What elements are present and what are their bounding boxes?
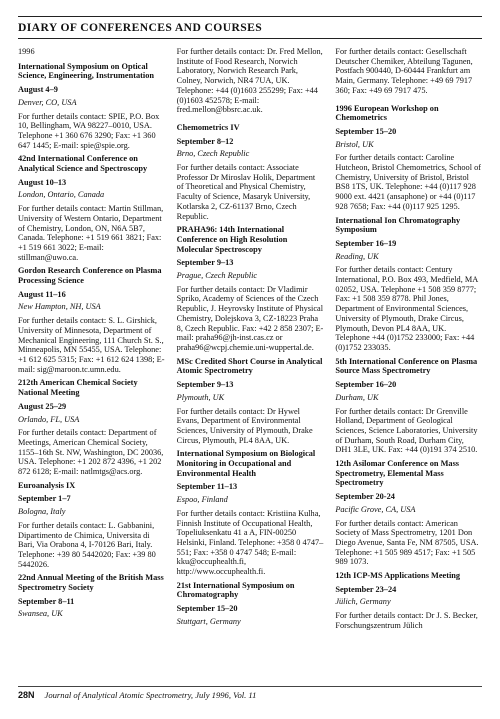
conference-contact: For further details contact: American Society of Mass Spectrometry, 1201 Don Diego Avenue, Santa Fe, NM 87505, USA. Telephone: +1 505 989 4517; Fax: +1 505 989 1073.: [335, 518, 479, 567]
page-footer: [18, 690, 482, 700]
conference-entry: [18, 62, 165, 151]
conference-date: September 20-24: [335, 492, 395, 502]
conference-contact: For further details contact: Department of Meetings, American Chemical Society, 1155–16th St. NW, Washington, DC 20036, USA. Telephone: +1 202 872 4396, +1 202 872 6128; E-mail: natlmtgs@acs.org.: [18, 428, 164, 477]
conference-title: Gordon Research Conference on Plasma Processing Science: [18, 266, 162, 286]
conference-location: Brno, Czech Republic: [176, 149, 250, 159]
conference-title: 212th American Chemical Society National Meeting: [18, 378, 138, 398]
conference-title: MSc Credited Short Course in Analytical Atomic Spectrometry: [176, 356, 323, 376]
diary-columns: [18, 47, 482, 675]
event-list: [177, 123, 324, 627]
page-number: 28N: [18, 690, 35, 700]
conference-entry: [177, 357, 324, 446]
column-1: [18, 47, 165, 675]
journal-citation: Journal of Analytical Atomic Spectrometry, July 1996, Vol. 11: [44, 690, 257, 700]
conference-location: Plymouth, UK: [176, 392, 225, 402]
footer-rule: [18, 686, 482, 687]
conference-date: September 9–13: [176, 380, 234, 390]
continued-contact: For further details contact: Gesellschaft Deutscher Chemiker, Abteilung Tagunen, Postfach 900440, D-60444 Frankfurt am Main, Germany. Telephone: +49 69 7917 360; Fax: +49 69 7917 475.: [335, 47, 473, 95]
conference-entry: [18, 378, 165, 476]
continued-contact: For further details contact: Dr. Fred Mellon, Institute of Food Research, Norwich Laboratory, Norwich Research Park, Colney, Norwich, NR4 7UA, UK. Telephone: +44 (0)1603 255299; Fax: +44 (0)1603 452578; E-mail: fred.mellon@bbsrc.ac.uk.: [176, 47, 323, 115]
conference-date: September 15–20: [335, 126, 397, 136]
conference-date: September 16–20: [335, 380, 397, 390]
conference-title: International Ion Chromatography Symposium: [335, 215, 461, 235]
conference-location: Stuttgart, Germany: [176, 616, 241, 626]
conference-entry: [177, 123, 324, 221]
conference-contact: For further details contact: Dr J. S. Becker, Forschungszentrum Jülich: [335, 611, 478, 630]
conference-date: September 11–13: [176, 482, 238, 492]
header-rule-bottom: [18, 38, 482, 39]
conference-date: August 10–13: [18, 177, 67, 187]
conference-title: 12th ICP-MS Applications Meeting: [335, 571, 461, 581]
conference-title: Chemometrics IV: [176, 122, 240, 132]
conference-title: International Symposium on Optical Science, Engineering, Instrumentation: [18, 61, 154, 81]
conference-entry: [177, 581, 324, 627]
conference-entry: [177, 449, 324, 576]
header-rule-top: [18, 16, 482, 17]
page-title: DIARY OF CONFERENCES AND COURSES: [18, 21, 263, 34]
conference-location: Pacific Grove, CA, USA: [335, 504, 416, 514]
year-heading: 1996: [18, 47, 35, 56]
conference-location: Prague, Czech Republic: [176, 271, 258, 281]
event-list: [18, 62, 165, 619]
conference-date: September 1–7: [18, 494, 71, 504]
event-list: [335, 104, 482, 631]
conference-contact: For further details contact: Caroline Hutcheon, Bristol Chemometrics, School of Chemistry, University of Bristol, Bristol BS8 1TS, UK. Telephone: +44 (0)117 928 9000 ext. 4421 (ansaphone) or +44 (0)117 928 7658; Fax: +44 (0)117 925 1295.: [335, 153, 481, 211]
conference-title: 42nd International Conference on Analytical Science and Spectroscopy: [18, 154, 148, 174]
conference-entry: [335, 459, 482, 567]
conference-date: September 9–13: [176, 258, 234, 268]
conference-location: Durham, UK: [335, 392, 379, 402]
conference-entry: [18, 481, 165, 570]
conference-location: London, Ontario, Canada: [18, 190, 105, 200]
conference-title: 1996 European Workshop on Chemometrics: [335, 103, 439, 123]
conference-title: PRAHA96: 14th International Conference on High Resolution Molecular Spectroscopy: [176, 225, 288, 254]
conference-date: August 25–29: [18, 401, 67, 411]
conference-entry: [335, 571, 482, 631]
conference-contact: For further details contact: Martin Stillman, University of Western Ontario, Department of Chemistry, London, ON, N6A 5B7, Canada. Telephone: +1 519 661 3821; Fax: +1 519 661 3022; E-mail: stillman@uwo.ca.: [18, 204, 164, 262]
conference-contact: For further details contact: Dr Hywel Evans, Department of Environmental Sciences, University of Plymouth, Drake Circus, Plymouth, PL4 8AA, UK.: [176, 406, 313, 445]
conference-entry: [335, 104, 482, 212]
conference-entry: [18, 266, 165, 374]
conference-date: September 8–12: [176, 136, 234, 146]
conference-title: 5th International Conference on Plasma Source Mass Spectrometry: [335, 356, 478, 376]
conference-entry: [177, 225, 324, 352]
conference-location: Espoo, Finland: [176, 495, 228, 505]
conference-title: 12th Asilomar Conference on Mass Spectrometry, Elemental Mass Spectrometry: [335, 459, 460, 488]
conference-entry: [335, 357, 482, 455]
conference-location: Swansea, UK: [18, 609, 63, 619]
conference-contact: For further details contact: Dr Vladimir Spriko, Academy of Sciences of the Czech Republic, J. Heyrovsky Institute of Physical Chemistry, Dolejskova 3, CZ-18223 Praha 8, Czech Republic. Fax: +42 2 858 2307; E-mail: praha96@jh-inst.cas.cz or praha96@wcpj.chemie.uni-wuppertal.de.: [176, 284, 324, 352]
conference-contact: For further details contact: Associate Professor Dr Miroslav Holik, Department of Theoretical and Physical Chemistry, Faculty of Science, Masaryk University, Kotlarska 2, CZ-61137 Brno, Czech Republic.: [176, 163, 316, 221]
conference-contact: For further details contact: Century International, P.O. Box 493, Medfield, MA 02052, USA. Telephone +1 508 359 8777; Fax: +1 508 359 8778. Phil Jones, Department of Environmental Sciences, University of Plymouth, Drake Circus, Plymouth, Devon PL4 8AA, UK. Telephone +44 (0)1752 233000; Fax: +44 (0)1752 233035.: [335, 265, 478, 352]
conference-location: Jülich, Germany: [335, 597, 391, 607]
conference-location: Orlando, FL, USA: [18, 414, 80, 424]
conference-contact: For further details contact: Dr Grenville Holland, Department of Geological Sciences, Science Laboratories, University of Durham, South Road, Durham City, DH1 3LE, UK. Fax: +44 (0)191 374 2510.: [335, 406, 478, 455]
conference-entry: [335, 216, 482, 353]
conference-contact: For further details contact: L. Gabbanini, Dipartimento de Chimica, Universita di Bari, Via Orabona 4, I-70126 Bari, Italy. Telephone: +39 80 5442020; Fax: +39 80 5442026.: [18, 520, 156, 569]
conference-date: August 4–9: [18, 85, 58, 95]
conference-date: August 11–16: [18, 289, 66, 299]
conference-contact: For further details contact: Kristiina Kulha, Finnish Institute of Occupational Health, Topeliuksenkatu 41 a A, FIN-00250 Helsinki, Finland. Telephone: +358 0 4747–551; Fax: +358 0 4747 548; E-mail: kku@occuphealth.fi, http://www.occuphealth.fi.: [176, 508, 324, 577]
column-3: [335, 47, 482, 675]
conference-date: September 8–11: [18, 596, 75, 606]
conference-location: New Hampton, NH, USA: [18, 302, 101, 312]
conference-title: 22nd Annual Meeting of the British Mass Spectrometry Society: [18, 573, 164, 593]
conference-contact: For further details contact: S. L. Girshick, University of Minnesota, Department of Mechanical Engineering, 111 Church St. S., Minneapolis, MN 55455, USA. Telephone: +1 612 625 5315; Fax: +1 612 624 1398; E-mail: sig@maroon.tc.umn.edu.: [18, 316, 165, 374]
conference-entry: [18, 154, 165, 262]
conference-title: International Symposium on Biological Monitoring in Occupational and Environmental Health: [176, 449, 316, 478]
conference-entry: [18, 573, 165, 619]
conference-date: September 16–19: [335, 238, 397, 248]
conference-date: September 15–20: [176, 604, 238, 614]
column-2: [177, 47, 324, 675]
conference-location: Bologna, Italy: [18, 507, 66, 517]
conference-date: September 23–24: [335, 584, 397, 594]
conference-title: 21st International Symposium on Chromatography: [176, 580, 295, 600]
conference-title: Euroanalysis IX: [18, 480, 76, 490]
conference-contact: For further details contact: SPIE, P.O. Box 10, Bellingham, WA 98227–0010, USA. Telephone +1 360 676 3290; Fax: +1 360 647 1445; E-mail: spie@spie.org.: [18, 111, 160, 150]
conference-location: Reading, UK: [335, 251, 379, 261]
conference-location: Bristol, UK: [335, 139, 374, 149]
conference-location: Denver, CO, USA: [18, 97, 77, 107]
